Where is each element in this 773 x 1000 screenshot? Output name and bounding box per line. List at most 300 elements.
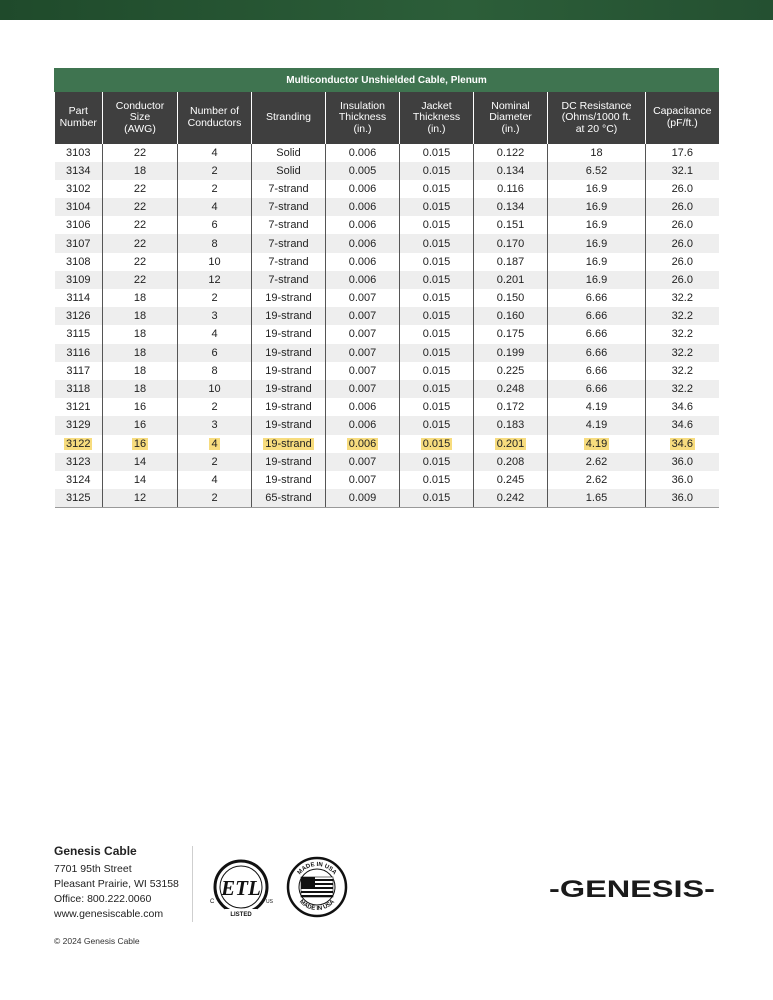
table-cell bbox=[474, 471, 548, 489]
cell-value: 16 bbox=[133, 419, 147, 432]
cell-value: 1.65 bbox=[585, 491, 608, 504]
cell-value: 34.6 bbox=[671, 419, 693, 432]
table-cell bbox=[326, 362, 400, 380]
cell-value: 34.6 bbox=[671, 401, 693, 414]
table-cell bbox=[103, 198, 178, 216]
cell-value: 2 bbox=[211, 401, 218, 414]
cell-value: 2 bbox=[211, 182, 218, 195]
cell-value: 12 bbox=[133, 491, 147, 504]
cell-value: 2 bbox=[211, 164, 218, 177]
cell-value: 0.007 bbox=[348, 364, 377, 377]
cell-value: 0.009 bbox=[348, 491, 377, 504]
cell-value: 18 bbox=[133, 292, 147, 305]
table-cell bbox=[55, 216, 103, 234]
table-row bbox=[55, 471, 719, 489]
cell-value: 3106 bbox=[66, 219, 91, 232]
cell-value: 2 bbox=[211, 455, 218, 468]
cell-value: 16.9 bbox=[585, 237, 608, 250]
table-row bbox=[55, 453, 719, 471]
etl-listed-text: LISTED bbox=[230, 912, 252, 918]
cell-value: 3121 bbox=[66, 401, 91, 414]
table-cell bbox=[103, 162, 178, 180]
cell-value: 32.2 bbox=[671, 328, 693, 341]
table-cell bbox=[400, 253, 474, 271]
table-row bbox=[55, 253, 719, 271]
table-cell bbox=[326, 325, 400, 343]
table-cell bbox=[252, 489, 326, 507]
column-header-line: (in.) bbox=[427, 122, 446, 135]
cell-value: 19-strand bbox=[265, 473, 312, 486]
cell-value: 2.62 bbox=[585, 473, 608, 486]
table-cell bbox=[548, 162, 646, 180]
table-cell bbox=[103, 325, 178, 343]
table-cell bbox=[326, 198, 400, 216]
cell-value: 14 bbox=[133, 455, 147, 468]
column-header-line: Number of bbox=[189, 105, 240, 118]
cell-value: 36.0 bbox=[671, 473, 693, 486]
table-cell bbox=[326, 271, 400, 289]
genesis-logo-text: -GENESIS- bbox=[549, 876, 716, 903]
table-cell bbox=[474, 271, 548, 289]
table-cell bbox=[646, 144, 719, 162]
column-header bbox=[326, 92, 400, 144]
cell-value: 0.201 bbox=[496, 273, 525, 286]
table-cell bbox=[400, 362, 474, 380]
table-cell bbox=[548, 489, 646, 507]
table-cell bbox=[548, 453, 646, 471]
cell-value: 0.015 bbox=[422, 237, 451, 250]
table-title: Multiconductor Unshielded Cable, Plenum bbox=[55, 69, 719, 92]
cell-value: 0.134 bbox=[496, 164, 525, 177]
cell-value: 3122 bbox=[66, 437, 91, 450]
table-cell bbox=[474, 344, 548, 362]
table-cell bbox=[646, 325, 719, 343]
cell-value: 6 bbox=[211, 346, 218, 359]
company-address-block bbox=[54, 844, 179, 922]
cell-value: 0.015 bbox=[422, 292, 451, 305]
table-cell bbox=[252, 325, 326, 343]
cell-value: 3116 bbox=[66, 346, 91, 359]
cell-value: 0.015 bbox=[422, 419, 451, 432]
cell-value: 22 bbox=[133, 201, 147, 214]
cell-value: 0.006 bbox=[348, 201, 377, 214]
cell-value: 3118 bbox=[66, 383, 91, 396]
cell-value: 7-strand bbox=[268, 182, 309, 195]
table-cell bbox=[178, 307, 252, 325]
table-cell bbox=[103, 362, 178, 380]
table-cell bbox=[548, 253, 646, 271]
cell-value: 3104 bbox=[66, 201, 91, 214]
cell-value: 3117 bbox=[66, 364, 91, 377]
table-cell bbox=[646, 307, 719, 325]
table-cell bbox=[252, 216, 326, 234]
table-cell bbox=[252, 362, 326, 380]
column-header-line: Nominal bbox=[491, 99, 530, 112]
cell-value: 34.6 bbox=[671, 437, 693, 450]
cell-value: 3107 bbox=[66, 237, 91, 250]
cell-value: 36.0 bbox=[671, 455, 693, 468]
column-header-line: Number bbox=[59, 116, 97, 129]
table-cell bbox=[400, 435, 474, 453]
table-cell bbox=[646, 180, 719, 198]
table-row bbox=[55, 362, 719, 380]
table-cell bbox=[400, 398, 474, 416]
cell-value: 3126 bbox=[66, 310, 91, 323]
table-row bbox=[55, 216, 719, 234]
table-cell bbox=[548, 435, 646, 453]
cell-value: 19-strand bbox=[265, 383, 312, 396]
cell-value: 32.1 bbox=[671, 164, 693, 177]
cell-value: 19-strand bbox=[265, 419, 312, 432]
cell-value: 32.2 bbox=[671, 383, 693, 396]
cell-value: 3115 bbox=[66, 328, 91, 341]
table-cell bbox=[646, 289, 719, 307]
cell-value: 0.006 bbox=[348, 219, 377, 232]
city-state-zip: Pleasant Prairie, WI 53158 bbox=[54, 878, 179, 890]
table-cell bbox=[548, 416, 646, 434]
cell-value: 0.160 bbox=[496, 310, 525, 323]
table-cell bbox=[400, 198, 474, 216]
column-header-line: Size bbox=[129, 111, 151, 123]
table-cell bbox=[400, 471, 474, 489]
column-header-line: Insulation bbox=[340, 99, 385, 112]
cell-value: 0.245 bbox=[496, 473, 525, 486]
table-cell bbox=[103, 307, 178, 325]
cell-value: 22 bbox=[133, 273, 147, 286]
cell-value: 19-strand bbox=[265, 310, 312, 323]
cell-value: 0.015 bbox=[422, 346, 451, 359]
table-cell bbox=[55, 325, 103, 343]
table-cell bbox=[326, 307, 400, 325]
cell-value: 18 bbox=[133, 328, 147, 341]
table-cell bbox=[55, 416, 103, 434]
cell-value: 10 bbox=[208, 383, 221, 396]
etl-us-text: US bbox=[266, 899, 273, 905]
column-header bbox=[646, 92, 719, 144]
table-cell bbox=[103, 216, 178, 234]
table-cell bbox=[400, 234, 474, 252]
cell-value: 26.0 bbox=[671, 237, 693, 250]
column-header bbox=[400, 92, 474, 144]
table-cell bbox=[103, 234, 178, 252]
cell-value: 22 bbox=[133, 146, 147, 159]
cell-value: 7-strand bbox=[268, 273, 309, 286]
table-cell bbox=[178, 344, 252, 362]
table-cell bbox=[55, 198, 103, 216]
office-phone: Office: 800.222.0060 bbox=[54, 893, 152, 905]
table-cell bbox=[646, 344, 719, 362]
table-row bbox=[55, 234, 719, 252]
table-cell bbox=[252, 271, 326, 289]
table-cell bbox=[646, 253, 719, 271]
cell-value: 0.225 bbox=[496, 364, 525, 377]
column-header-line: (pF/ft.) bbox=[666, 116, 698, 129]
cell-value: 0.015 bbox=[422, 182, 451, 195]
table-cell bbox=[55, 362, 103, 380]
table-cell bbox=[326, 234, 400, 252]
cell-value: 0.015 bbox=[422, 273, 451, 286]
table-cell bbox=[178, 362, 252, 380]
table-cell bbox=[55, 234, 103, 252]
cell-value: 0.015 bbox=[422, 401, 451, 414]
cell-value: 3 bbox=[211, 419, 218, 432]
table-cell bbox=[103, 344, 178, 362]
cell-value: 19-strand bbox=[265, 437, 312, 450]
cell-value: 6.66 bbox=[585, 383, 608, 396]
table-cell bbox=[474, 380, 548, 398]
table-row bbox=[55, 162, 719, 180]
cell-value: 8 bbox=[211, 364, 218, 377]
cell-value: 0.201 bbox=[496, 437, 525, 450]
cell-value: 0.015 bbox=[422, 219, 451, 232]
cell-value: 6.66 bbox=[585, 328, 608, 341]
column-header-line: Thickness bbox=[412, 111, 461, 123]
table-cell bbox=[400, 180, 474, 198]
table-row bbox=[55, 435, 719, 453]
table-cell bbox=[400, 344, 474, 362]
table-cell bbox=[400, 271, 474, 289]
table-cell bbox=[103, 416, 178, 434]
cell-value: 0.006 bbox=[348, 237, 377, 250]
table-cell bbox=[474, 416, 548, 434]
table-cell bbox=[474, 489, 548, 507]
table-cell bbox=[55, 162, 103, 180]
cell-value: 0.006 bbox=[348, 419, 377, 432]
cell-value: 22 bbox=[133, 255, 147, 268]
cell-value: 6 bbox=[211, 219, 218, 232]
table-cell bbox=[103, 380, 178, 398]
table-row bbox=[55, 489, 719, 507]
cell-value: 6.52 bbox=[585, 164, 608, 177]
copyright-notice: © 2024 Genesis Cable bbox=[54, 936, 140, 946]
cell-value: 18 bbox=[133, 383, 147, 396]
cell-value: 0.150 bbox=[496, 292, 525, 305]
table-cell bbox=[326, 253, 400, 271]
table-cell bbox=[178, 180, 252, 198]
column-header-line: Thickness bbox=[338, 111, 387, 123]
column-header-line: Jacket bbox=[421, 99, 452, 112]
table-cell bbox=[178, 489, 252, 507]
table-cell bbox=[178, 289, 252, 307]
table-cell bbox=[646, 416, 719, 434]
table-cell bbox=[252, 162, 326, 180]
cell-value: 6.66 bbox=[585, 364, 608, 377]
cell-value: 3109 bbox=[66, 273, 91, 286]
table-cell bbox=[400, 289, 474, 307]
cell-value: 36.0 bbox=[671, 491, 693, 504]
cell-value: 0.187 bbox=[496, 255, 525, 268]
cell-value: 0.006 bbox=[348, 401, 377, 414]
table-cell bbox=[178, 162, 252, 180]
cell-value: 16.9 bbox=[585, 182, 608, 195]
made-in-usa-seal-icon bbox=[286, 856, 348, 918]
cell-value: 22 bbox=[133, 237, 147, 250]
table-cell bbox=[252, 416, 326, 434]
cell-value: 0.015 bbox=[422, 437, 451, 450]
table-cell bbox=[55, 144, 103, 162]
cell-value: 8 bbox=[211, 237, 218, 250]
table-cell bbox=[548, 398, 646, 416]
cell-value: 7-strand bbox=[268, 201, 309, 214]
cell-value: 7-strand bbox=[268, 255, 309, 268]
table-cell bbox=[103, 289, 178, 307]
table-cell bbox=[646, 380, 719, 398]
cell-value: 0.007 bbox=[348, 292, 377, 305]
table-cell bbox=[646, 162, 719, 180]
table-cell bbox=[55, 471, 103, 489]
cell-value: 3114 bbox=[66, 292, 91, 305]
table-cell bbox=[400, 307, 474, 325]
cell-value: 0.006 bbox=[348, 182, 377, 195]
table-row bbox=[55, 398, 719, 416]
column-header-line: (in.) bbox=[501, 122, 520, 135]
table-cell bbox=[548, 344, 646, 362]
table-cell bbox=[252, 289, 326, 307]
cell-value: 2 bbox=[211, 491, 218, 504]
top-green-band bbox=[0, 0, 773, 20]
column-header bbox=[178, 92, 252, 144]
cell-value: 18 bbox=[590, 146, 603, 159]
table-cell bbox=[474, 435, 548, 453]
table-cell bbox=[326, 435, 400, 453]
cell-value: 3125 bbox=[66, 491, 91, 504]
table-cell bbox=[326, 344, 400, 362]
table-cell bbox=[252, 435, 326, 453]
table-row bbox=[55, 307, 719, 325]
table-cell bbox=[326, 162, 400, 180]
table-cell bbox=[252, 471, 326, 489]
table-cell bbox=[178, 198, 252, 216]
usa-seal-bottom-text: MADE IN USA bbox=[297, 899, 337, 913]
cell-value: 0.005 bbox=[348, 164, 377, 177]
table-cell bbox=[400, 216, 474, 234]
cell-value: 10 bbox=[208, 255, 221, 268]
table-cell bbox=[252, 234, 326, 252]
table-cell bbox=[103, 453, 178, 471]
table-cell bbox=[548, 198, 646, 216]
cell-value: 0.015 bbox=[422, 310, 451, 323]
table-cell bbox=[548, 289, 646, 307]
table-cell bbox=[548, 271, 646, 289]
cell-value: 32.2 bbox=[671, 292, 693, 305]
column-header-line: Capacitance bbox=[653, 105, 712, 118]
cell-value: 0.175 bbox=[496, 328, 525, 341]
cell-value: 4.19 bbox=[585, 401, 608, 414]
table-cell bbox=[548, 307, 646, 325]
cell-value: 4 bbox=[211, 201, 218, 214]
cell-value: 0.208 bbox=[496, 455, 525, 468]
cell-value: 0.015 bbox=[422, 491, 451, 504]
cell-value: 0.015 bbox=[422, 364, 451, 377]
column-header-row bbox=[55, 92, 719, 144]
column-header-line: Diameter bbox=[489, 111, 532, 123]
table-cell bbox=[548, 362, 646, 380]
cell-value: 2 bbox=[211, 292, 218, 305]
usa-flag-icon bbox=[301, 877, 333, 897]
cell-value: 0.007 bbox=[348, 310, 377, 323]
table-cell bbox=[474, 162, 548, 180]
table-cell bbox=[252, 307, 326, 325]
table-cell bbox=[103, 253, 178, 271]
cell-value: 16.9 bbox=[585, 201, 608, 214]
table-cell bbox=[55, 489, 103, 507]
table-cell bbox=[474, 198, 548, 216]
cell-value: 0.172 bbox=[496, 401, 525, 414]
table-cell bbox=[178, 271, 252, 289]
table-cell bbox=[646, 471, 719, 489]
cell-value: 0.183 bbox=[496, 419, 525, 432]
table-cell bbox=[252, 144, 326, 162]
cell-value: 3134 bbox=[66, 164, 91, 177]
cell-value: 3123 bbox=[66, 455, 91, 468]
column-header-line: (in.) bbox=[353, 122, 372, 135]
table-cell bbox=[400, 380, 474, 398]
table-cell bbox=[178, 253, 252, 271]
footer-divider bbox=[192, 846, 193, 922]
company-name: Genesis Cable bbox=[54, 844, 137, 858]
cell-value: 16.9 bbox=[585, 219, 608, 232]
cell-value: 4 bbox=[211, 146, 218, 159]
table-cell bbox=[326, 180, 400, 198]
table-cell bbox=[474, 234, 548, 252]
table-cell bbox=[55, 289, 103, 307]
cell-value: 22 bbox=[133, 219, 147, 232]
table-cell bbox=[326, 289, 400, 307]
column-header bbox=[474, 92, 548, 144]
table-row bbox=[55, 180, 719, 198]
table-cell bbox=[326, 416, 400, 434]
cell-value: 18 bbox=[133, 310, 147, 323]
table-cell bbox=[178, 435, 252, 453]
cell-value: 16 bbox=[133, 437, 147, 450]
table-cell bbox=[326, 453, 400, 471]
website-link[interactable]: www.genesiscable.com bbox=[54, 908, 164, 920]
table-cell bbox=[474, 307, 548, 325]
table-cell bbox=[103, 180, 178, 198]
table-cell bbox=[474, 453, 548, 471]
table-row bbox=[55, 289, 719, 307]
table-body bbox=[55, 144, 719, 508]
table-cell bbox=[646, 271, 719, 289]
table-cell bbox=[326, 489, 400, 507]
cell-value: 6.66 bbox=[585, 292, 608, 305]
table-cell bbox=[103, 489, 178, 507]
column-header bbox=[252, 92, 326, 144]
table-row bbox=[55, 271, 719, 289]
table-cell bbox=[252, 198, 326, 216]
column-header-line: (AWG) bbox=[124, 122, 156, 135]
table-cell bbox=[400, 489, 474, 507]
table-cell bbox=[326, 216, 400, 234]
cell-value: 0.116 bbox=[497, 182, 524, 195]
table-cell bbox=[548, 325, 646, 343]
column-header bbox=[548, 92, 646, 144]
cell-value: 3103 bbox=[66, 146, 91, 159]
cell-value: 0.007 bbox=[348, 455, 377, 468]
cell-value: 3 bbox=[211, 310, 218, 323]
table-cell bbox=[178, 325, 252, 343]
table-cell bbox=[252, 253, 326, 271]
cell-value: 4.19 bbox=[585, 437, 608, 450]
cell-value: 7-strand bbox=[268, 237, 309, 250]
cell-value: 19-strand bbox=[265, 292, 312, 305]
table-cell bbox=[178, 234, 252, 252]
cable-spec-table bbox=[54, 68, 719, 508]
cell-value: 0.015 bbox=[422, 455, 451, 468]
table-row bbox=[55, 198, 719, 216]
cell-value: 16 bbox=[133, 401, 147, 414]
table-cell bbox=[55, 344, 103, 362]
